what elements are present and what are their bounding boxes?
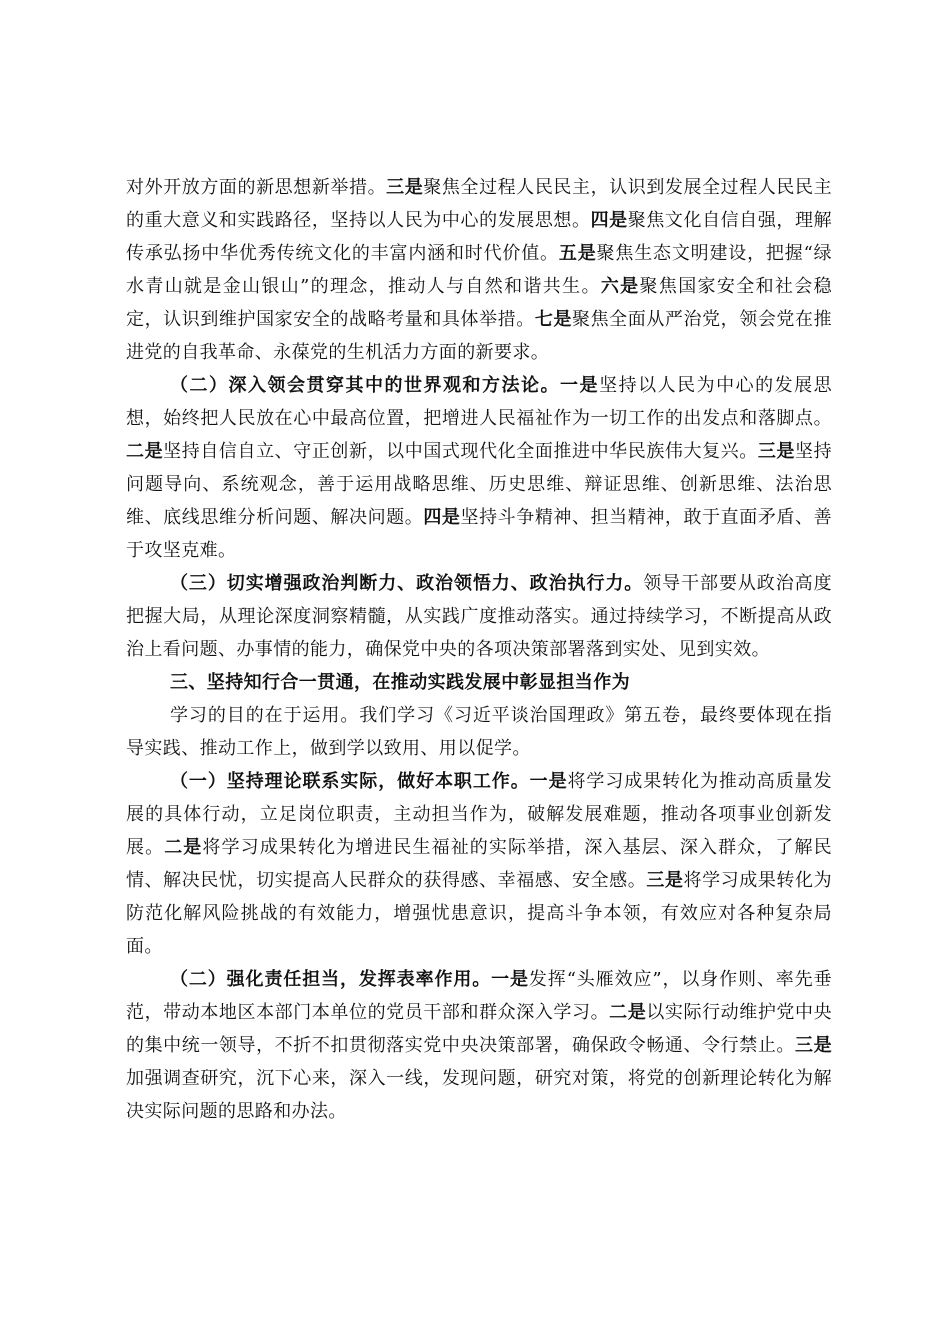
text-run: 聚焦文化自信自强，理解传承弘扬中华优秀传统文化的丰富内涵和时代价值。 [126, 210, 832, 264]
text-run: 以实际行动维护党中央的集中统一领导，不折不扣贯彻落实党中央决策部署，确保政令畅通、令行禁止。 [126, 1002, 832, 1056]
document-body [126, 171, 832, 1128]
text-run: 将学习成果转化为防范化解风险挑战的有效能力，增强忧患意识，提高斗争本领，有效应对各种复杂局面。 [126, 870, 832, 957]
bold-text-run: （三）切实增强政治判断力、政治领悟力、政治执行力。 [170, 573, 644, 594]
text-run: 坚持问题导向、系统观念，善于运用战略思维、历史思维、辩证思维、创新思维、法治思维、底线思维分析问题、解决问题。 [126, 441, 832, 528]
bold-text-run: 三是 [795, 1035, 832, 1056]
text-run: 聚焦国家安全和社会稳定，认识到维护国家安全的战略考量和具体举措。 [126, 276, 833, 330]
bold-text-run: 六是 [600, 276, 640, 297]
section-heading [126, 666, 832, 699]
text-run: 领导干部要从政治高度把握大局，从理论深度洞察精髓，从实践广度推动落实。通过持续学习，不断提高从政治上看问题、办事情的能力，确保党中央的各项决策部署落到实处、见到实效。 [126, 573, 832, 660]
bold-text-run: 一是 [491, 969, 529, 990]
paragraph [126, 699, 832, 765]
paragraph [126, 963, 832, 1128]
bold-text-run: （一）坚持理论联系实际，做好本职工作。 [170, 771, 530, 792]
bold-text-run: 二是 [164, 837, 203, 858]
text-run: 坚持以人民为中心的发展思想，始终把人民放在心中最高位置，把增进人民福祉作为一切工作的出发点和落脚点。 [126, 375, 832, 429]
bold-text-run: （二）强化责任担当，发挥表率作用。 [170, 969, 492, 990]
bold-text-run: 二是 [609, 1002, 647, 1023]
bold-text-run: 七是 [534, 309, 572, 330]
text-run: 坚持自信自立、守正创新，以中国式现代化全面推进中华民族伟大复兴。 [163, 441, 758, 462]
bold-text-run: 五是 [558, 243, 597, 264]
paragraph [126, 765, 832, 963]
bold-text-run: 四是 [423, 507, 461, 528]
bold-text-run: 三是 [646, 870, 684, 891]
bold-text-run: 二是 [126, 441, 164, 462]
text-run: 加强调查研究，沉下心来，深入一线，发现问题，研究对策，将党的创新理论转化为解决实际问题的思路和办法。 [126, 1068, 832, 1122]
text-run: 对外开放方面的新思想新举措。 [126, 177, 387, 198]
text-run: 将学习成果转化为增进民生福祉的实际举措，深入基层、深入群众，了解民情、解决民忧，切实提高人民群众的获得感、幸福感、安全感。 [126, 837, 832, 891]
text-run: 发挥“头雁效应”，以身作则、率先垂范，带动本地区本部门本单位的党员干部和群众深入学习。 [126, 969, 832, 1023]
paragraph [126, 171, 832, 369]
bold-text-run: 三、坚持知行合一贯通，在推动实践发展中彰显担当作为 [170, 672, 630, 693]
paragraph [126, 567, 832, 666]
text-run: 聚焦全过程人民民主，认识到发展全过程人民民主的重大意义和实践路径，坚持以人民为中心的发展思想。 [126, 177, 832, 231]
bold-text-run: 一是 [560, 375, 600, 396]
bold-text-run: （二）深入领会贯穿其中的世界观和方法论。 [170, 375, 561, 396]
paragraph [126, 369, 832, 567]
text-run: 坚持斗争精神、担当精神，敢于直面矛盾、善于攻坚克难。 [126, 507, 832, 561]
bold-text-run: 一是 [529, 771, 568, 792]
bold-text-run: 三是 [386, 177, 424, 198]
text-run: 学习的目的在于运用。我们学习《习近平谈治国理政》第五卷，最终要体现在指导实践、推动工作上，做到学以致用、用以促学。 [126, 705, 832, 759]
text-run: 聚焦全面从严治党，领会党在推进党的自我革命、永葆党的生机活力方面的新要求。 [126, 309, 832, 363]
bold-text-run: 四是 [590, 210, 628, 231]
text-run: 聚焦生态文明建设，把握“绿水青山就是金山银山”的理念，推动人与自然和谐共生。 [126, 243, 833, 297]
bold-text-run: 三是 [757, 441, 795, 462]
text-run: 将学习成果转化为推动高质量发展的具体行动，立足岗位职责，主动担当作为，破解发展难题，推动各项事业创新发展。 [126, 771, 832, 858]
